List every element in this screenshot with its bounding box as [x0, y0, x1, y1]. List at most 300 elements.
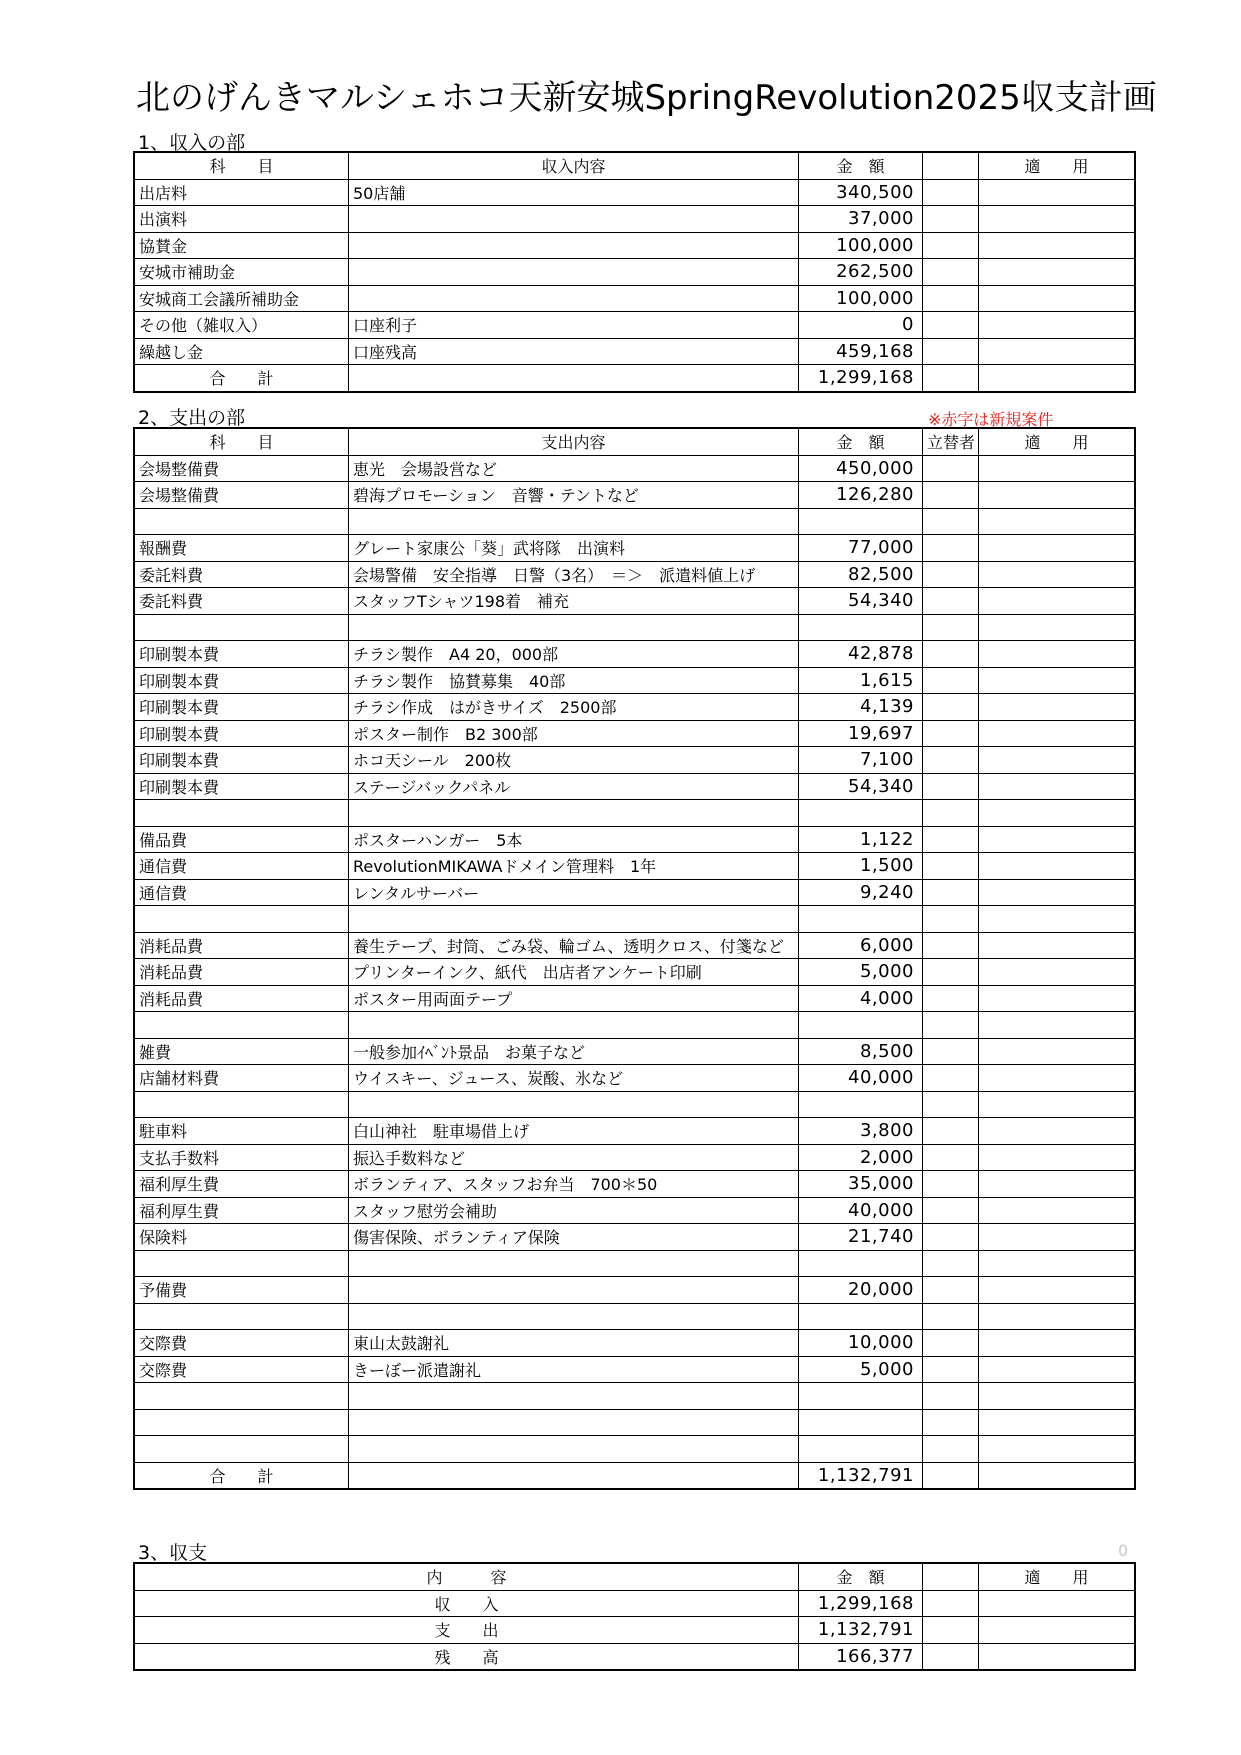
amount-cell: 19,697 — [799, 720, 923, 747]
expense-header-cell: 科 目 — [135, 429, 349, 456]
advance-cell — [923, 1065, 979, 1092]
remarks-cell — [979, 1303, 1135, 1330]
amount-cell: 1,132,791 — [799, 1617, 923, 1644]
remarks-cell — [979, 232, 1135, 259]
balance-label-cell: 支 出 — [135, 1617, 799, 1644]
advance-cell — [923, 1012, 979, 1039]
item-cell: 駐車料 — [135, 1118, 349, 1145]
advance-cell — [923, 588, 979, 615]
table-row — [135, 1224, 1135, 1251]
content-cell — [349, 365, 799, 392]
income-header-cell — [923, 153, 979, 180]
item-cell — [135, 1436, 349, 1463]
amount-cell: 100,000 — [799, 285, 923, 312]
remarks-cell — [979, 747, 1135, 774]
amount-cell: 1,299,168 — [799, 1590, 923, 1617]
amount-cell: 10,000 — [799, 1330, 923, 1357]
table-row — [135, 312, 1135, 339]
remarks-cell — [979, 800, 1135, 827]
content-cell: 振込手数料など — [349, 1144, 799, 1171]
item-cell: 交際費 — [135, 1356, 349, 1383]
table-row — [135, 826, 1135, 853]
table-row — [135, 747, 1135, 774]
content-cell: きーぼー派遣謝礼 — [349, 1356, 799, 1383]
content-cell — [349, 1303, 799, 1330]
remarks-cell — [979, 641, 1135, 668]
content-cell: チラシ製作 協賛募集 40部 — [349, 667, 799, 694]
item-cell: 雑費 — [135, 1038, 349, 1065]
remarks-cell — [979, 1462, 1135, 1489]
income-total-row — [135, 365, 1135, 392]
total-amount: 1,132,791 — [799, 1462, 923, 1489]
content-cell: ポスター用両面テープ — [349, 985, 799, 1012]
amount-cell: 54,340 — [799, 773, 923, 800]
content-cell — [349, 1277, 799, 1304]
total-label: 合 計 — [135, 365, 349, 392]
amount-cell: 100,000 — [799, 232, 923, 259]
content-cell — [349, 1250, 799, 1277]
expense-total-row — [135, 1462, 1135, 1489]
expense-header-cell: 立替者 — [923, 429, 979, 456]
advance-cell — [923, 641, 979, 668]
balance-header-cell: 内 容 — [135, 1564, 799, 1591]
advance-cell — [923, 1590, 979, 1617]
advance-cell — [923, 508, 979, 535]
item-cell: 消耗品費 — [135, 959, 349, 986]
advance-cell — [923, 285, 979, 312]
expense-header-row — [135, 429, 1135, 456]
amount-cell: 2,000 — [799, 1144, 923, 1171]
advance-cell — [923, 338, 979, 365]
table-row — [135, 1643, 1135, 1670]
remarks-cell — [979, 667, 1135, 694]
remarks-cell — [979, 773, 1135, 800]
item-cell: 消耗品費 — [135, 932, 349, 959]
advance-cell — [923, 959, 979, 986]
content-cell: 養生テープ、封筒、ごみ袋、輪ゴム、透明クロス、付箋など — [349, 932, 799, 959]
remarks-cell — [979, 338, 1135, 365]
advance-cell — [923, 1436, 979, 1463]
remarks-cell — [979, 1012, 1135, 1039]
advance-cell — [923, 747, 979, 774]
remarks-cell — [979, 285, 1135, 312]
income-header-cell: 科 目 — [135, 153, 349, 180]
item-cell: 印刷製本費 — [135, 773, 349, 800]
advance-cell — [923, 179, 979, 206]
item-cell — [135, 1012, 349, 1039]
item-cell: 予備費 — [135, 1277, 349, 1304]
advance-cell — [923, 1091, 979, 1118]
remarks-cell — [979, 1277, 1135, 1304]
amount-cell — [799, 1012, 923, 1039]
remarks-cell — [979, 1038, 1135, 1065]
content-cell — [349, 232, 799, 259]
item-cell: 印刷製本費 — [135, 641, 349, 668]
item-cell: 印刷製本費 — [135, 694, 349, 721]
amount-cell: 42,878 — [799, 641, 923, 668]
item-cell: 通信費 — [135, 853, 349, 880]
advance-cell — [923, 906, 979, 933]
advance-cell — [923, 259, 979, 286]
item-cell: 通信費 — [135, 879, 349, 906]
content-cell — [349, 1409, 799, 1436]
remarks-cell — [979, 853, 1135, 880]
content-cell: スタッフTシャツ198着 補充 — [349, 588, 799, 615]
item-cell: 安城市補助金 — [135, 259, 349, 286]
income-table — [134, 152, 1135, 392]
amount-cell: 54,340 — [799, 588, 923, 615]
amount-cell: 9,240 — [799, 879, 923, 906]
amount-cell: 21,740 — [799, 1224, 923, 1251]
table-row — [135, 1590, 1135, 1617]
table-row — [135, 641, 1135, 668]
balance-header-row — [135, 1564, 1135, 1591]
content-cell: 口座残高 — [349, 338, 799, 365]
expense-section-label: 2、支出の部 — [138, 407, 246, 429]
item-cell — [135, 1303, 349, 1330]
expense-header-cell: 適 用 — [979, 429, 1135, 456]
content-cell: ポスター制作 B2 300部 — [349, 720, 799, 747]
content-cell: RevolutionMIKAWAドメイン管理料 1年 — [349, 853, 799, 880]
table-row — [135, 1277, 1135, 1304]
table-row — [135, 482, 1135, 509]
expense-header-cell: 金 額 — [799, 429, 923, 456]
advance-cell — [923, 800, 979, 827]
remarks-cell — [979, 879, 1135, 906]
amount-cell: 40,000 — [799, 1065, 923, 1092]
item-cell: 消耗品費 — [135, 985, 349, 1012]
advance-cell — [923, 826, 979, 853]
advance-cell — [923, 694, 979, 721]
advance-cell — [923, 535, 979, 562]
remarks-cell — [979, 614, 1135, 641]
remarks-cell — [979, 826, 1135, 853]
balance-table — [134, 1563, 1135, 1670]
amount-cell: 1,615 — [799, 667, 923, 694]
item-cell: 会場整備費 — [135, 482, 349, 509]
content-cell: ホコ天シール 200枚 — [349, 747, 799, 774]
advance-cell — [923, 365, 979, 392]
table-row — [135, 508, 1135, 535]
table-row — [135, 667, 1135, 694]
content-cell: 恵光 会場設営など — [349, 455, 799, 482]
amount-cell: 1,500 — [799, 853, 923, 880]
remarks-cell — [979, 1224, 1135, 1251]
content-cell: 東山太鼓謝礼 — [349, 1330, 799, 1357]
content-cell: 一般参加ｲﾍﾞﾝﾄ景品 お菓子など — [349, 1038, 799, 1065]
table-row — [135, 232, 1135, 259]
content-cell: 50店舗 — [349, 179, 799, 206]
table-row — [135, 1038, 1135, 1065]
content-cell — [349, 1383, 799, 1410]
amount-cell: 4,139 — [799, 694, 923, 721]
item-cell: 出店料 — [135, 179, 349, 206]
item-cell: 出演料 — [135, 206, 349, 233]
advance-cell — [923, 1171, 979, 1198]
amount-cell — [799, 1091, 923, 1118]
advance-cell — [923, 614, 979, 641]
item-cell: 保険料 — [135, 1224, 349, 1251]
item-cell: 会場整備費 — [135, 455, 349, 482]
remarks-cell — [979, 1330, 1135, 1357]
content-cell: ウイスキー、ジュース、炭酸、氷など — [349, 1065, 799, 1092]
amount-cell: 262,500 — [799, 259, 923, 286]
content-cell: ボランティア、スタッフお弁当 700＊50 — [349, 1171, 799, 1198]
amount-cell: 20,000 — [799, 1277, 923, 1304]
remarks-cell — [979, 1436, 1135, 1463]
content-cell: ポスターハンガー 5本 — [349, 826, 799, 853]
table-row — [135, 1409, 1135, 1436]
content-cell — [349, 800, 799, 827]
new-item-note: ※赤字は新規案件 — [928, 410, 1054, 429]
content-cell: レンタルサーバー — [349, 879, 799, 906]
remarks-cell — [979, 694, 1135, 721]
remarks-cell — [979, 588, 1135, 615]
advance-cell — [923, 932, 979, 959]
balance-label-cell: 収 入 — [135, 1590, 799, 1617]
amount-cell: 166,377 — [799, 1643, 923, 1670]
balance-label-cell: 残 高 — [135, 1643, 799, 1670]
table-row — [135, 1330, 1135, 1357]
table-row — [135, 285, 1135, 312]
item-cell: 印刷製本費 — [135, 747, 349, 774]
amount-cell — [799, 906, 923, 933]
content-cell: 傷害保険、ボランティア保険 — [349, 1224, 799, 1251]
item-cell: 報酬費 — [135, 535, 349, 562]
table-row — [135, 985, 1135, 1012]
table-row — [135, 259, 1135, 286]
table-row — [135, 906, 1135, 933]
content-cell: プリンターインク、紙代 出店者アンケート印刷 — [349, 959, 799, 986]
item-cell: 印刷製本費 — [135, 667, 349, 694]
item-cell — [135, 1250, 349, 1277]
advance-cell — [923, 1118, 979, 1145]
table-row — [135, 338, 1135, 365]
amount-cell: 3,800 — [799, 1118, 923, 1145]
content-cell: 碧海プロモーション 音響・テントなど — [349, 482, 799, 509]
item-cell — [135, 1091, 349, 1118]
item-cell: 交際費 — [135, 1330, 349, 1357]
amount-cell: 7,100 — [799, 747, 923, 774]
total-amount: 1,299,168 — [799, 365, 923, 392]
table-row — [135, 694, 1135, 721]
advance-cell — [923, 1409, 979, 1436]
advance-cell — [923, 232, 979, 259]
table-row — [135, 535, 1135, 562]
content-cell — [349, 614, 799, 641]
content-cell — [349, 285, 799, 312]
amount-cell: 5,000 — [799, 1356, 923, 1383]
income-section-label: 1、収入の部 — [138, 132, 246, 154]
advance-cell — [923, 1277, 979, 1304]
advance-cell — [923, 1144, 979, 1171]
table-row — [135, 773, 1135, 800]
content-cell — [349, 1012, 799, 1039]
remarks-cell — [979, 1118, 1135, 1145]
amount-cell: 35,000 — [799, 1171, 923, 1198]
advance-cell — [923, 312, 979, 339]
remarks-cell — [979, 561, 1135, 588]
table-row — [135, 959, 1135, 986]
faint-mark: 0 — [1118, 1541, 1129, 1560]
amount-cell: 459,168 — [799, 338, 923, 365]
table-row — [135, 179, 1135, 206]
advance-cell — [923, 1303, 979, 1330]
page-title: 北のげんきマルシェホコ天新安城SpringRevolution2025収支計画 — [136, 78, 1157, 118]
table-row — [135, 1144, 1135, 1171]
remarks-cell — [979, 959, 1135, 986]
content-cell: チラシ製作 A4 20，000部 — [349, 641, 799, 668]
remarks-cell — [979, 906, 1135, 933]
income-header-cell: 金 額 — [799, 153, 923, 180]
amount-cell: 77,000 — [799, 535, 923, 562]
table-row — [135, 1383, 1135, 1410]
table-row — [135, 1303, 1135, 1330]
remarks-cell — [979, 720, 1135, 747]
table-row — [135, 614, 1135, 641]
item-cell: 委託料費 — [135, 588, 349, 615]
remarks-cell — [979, 365, 1135, 392]
content-cell: 会場警備 安全指導 日警（3名） ＝＞ 派遣料値上げ — [349, 561, 799, 588]
amount-cell: 1,122 — [799, 826, 923, 853]
content-cell: チラシ作成 はがきサイズ 2500部 — [349, 694, 799, 721]
remarks-cell — [979, 259, 1135, 286]
expense-header-cell: 支出内容 — [349, 429, 799, 456]
remarks-cell — [979, 1250, 1135, 1277]
remarks-cell — [979, 1643, 1135, 1670]
item-cell: 支払手数料 — [135, 1144, 349, 1171]
advance-cell — [923, 1197, 979, 1224]
advance-cell — [923, 1383, 979, 1410]
table-row — [135, 206, 1135, 233]
remarks-cell — [979, 535, 1135, 562]
amount-cell — [799, 1436, 923, 1463]
item-cell: 備品費 — [135, 826, 349, 853]
advance-cell — [923, 1617, 979, 1644]
table-row — [135, 932, 1135, 959]
advance-cell — [923, 853, 979, 880]
amount-cell — [799, 1303, 923, 1330]
table-row — [135, 853, 1135, 880]
amount-cell — [799, 614, 923, 641]
advance-cell — [923, 985, 979, 1012]
advance-cell — [923, 1224, 979, 1251]
balance-header-cell — [923, 1564, 979, 1591]
remarks-cell — [979, 508, 1135, 535]
table-row — [135, 879, 1135, 906]
income-header-cell: 収入内容 — [349, 153, 799, 180]
expense-table — [134, 428, 1135, 1489]
amount-cell — [799, 1250, 923, 1277]
balance-header-cell: 金 額 — [799, 1564, 923, 1591]
advance-cell — [923, 482, 979, 509]
advance-cell — [923, 720, 979, 747]
remarks-cell — [979, 932, 1135, 959]
table-row — [135, 1012, 1135, 1039]
table-row — [135, 1065, 1135, 1092]
content-cell — [349, 906, 799, 933]
item-cell — [135, 508, 349, 535]
content-cell — [349, 206, 799, 233]
remarks-cell — [979, 455, 1135, 482]
table-row — [135, 800, 1135, 827]
advance-cell — [923, 206, 979, 233]
table-row — [135, 455, 1135, 482]
remarks-cell — [979, 206, 1135, 233]
content-cell — [349, 1436, 799, 1463]
table-row — [135, 1118, 1135, 1145]
advance-cell — [923, 561, 979, 588]
remarks-cell — [979, 1197, 1135, 1224]
content-cell: 口座利子 — [349, 312, 799, 339]
remarks-cell — [979, 1065, 1135, 1092]
content-cell: 白山神社 駐車場借上げ — [349, 1118, 799, 1145]
remarks-cell — [979, 1091, 1135, 1118]
advance-cell — [923, 1356, 979, 1383]
advance-cell — [923, 773, 979, 800]
table-row — [135, 1250, 1135, 1277]
content-cell — [349, 259, 799, 286]
income-header-row — [135, 153, 1135, 180]
balance-section-label: 3、収支 — [138, 1542, 208, 1564]
advance-cell — [923, 1462, 979, 1489]
remarks-cell — [979, 985, 1135, 1012]
item-cell — [135, 1383, 349, 1410]
item-cell: 印刷製本費 — [135, 720, 349, 747]
amount-cell: 6,000 — [799, 932, 923, 959]
amount-cell: 5,000 — [799, 959, 923, 986]
amount-cell: 40,000 — [799, 1197, 923, 1224]
remarks-cell — [979, 179, 1135, 206]
advance-cell — [923, 455, 979, 482]
amount-cell — [799, 800, 923, 827]
content-cell: グレート家康公「葵」武将隊 出演料 — [349, 535, 799, 562]
amount-cell: 126,280 — [799, 482, 923, 509]
amount-cell: 37,000 — [799, 206, 923, 233]
amount-cell — [799, 508, 923, 535]
item-cell: 安城商工会議所補助金 — [135, 285, 349, 312]
content-cell — [349, 1091, 799, 1118]
item-cell: 店舗材料費 — [135, 1065, 349, 1092]
advance-cell — [923, 1250, 979, 1277]
item-cell — [135, 800, 349, 827]
item-cell: 福利厚生費 — [135, 1171, 349, 1198]
remarks-cell — [979, 1171, 1135, 1198]
content-cell: ステージバックパネル — [349, 773, 799, 800]
item-cell — [135, 1409, 349, 1436]
advance-cell — [923, 667, 979, 694]
amount-cell: 4,000 — [799, 985, 923, 1012]
advance-cell — [923, 1330, 979, 1357]
advance-cell — [923, 1038, 979, 1065]
remarks-cell — [979, 312, 1135, 339]
remarks-cell — [979, 1590, 1135, 1617]
item-cell: 委託料費 — [135, 561, 349, 588]
item-cell: 繰越し金 — [135, 338, 349, 365]
remarks-cell — [979, 1356, 1135, 1383]
content-cell — [349, 508, 799, 535]
remarks-cell — [979, 1144, 1135, 1171]
item-cell: 福利厚生費 — [135, 1197, 349, 1224]
amount-cell: 450,000 — [799, 455, 923, 482]
item-cell: 協賛金 — [135, 232, 349, 259]
amount-cell — [799, 1383, 923, 1410]
amount-cell: 340,500 — [799, 179, 923, 206]
table-row — [135, 1171, 1135, 1198]
table-row — [135, 1197, 1135, 1224]
item-cell: その他（雑収入） — [135, 312, 349, 339]
amount-cell: 8,500 — [799, 1038, 923, 1065]
